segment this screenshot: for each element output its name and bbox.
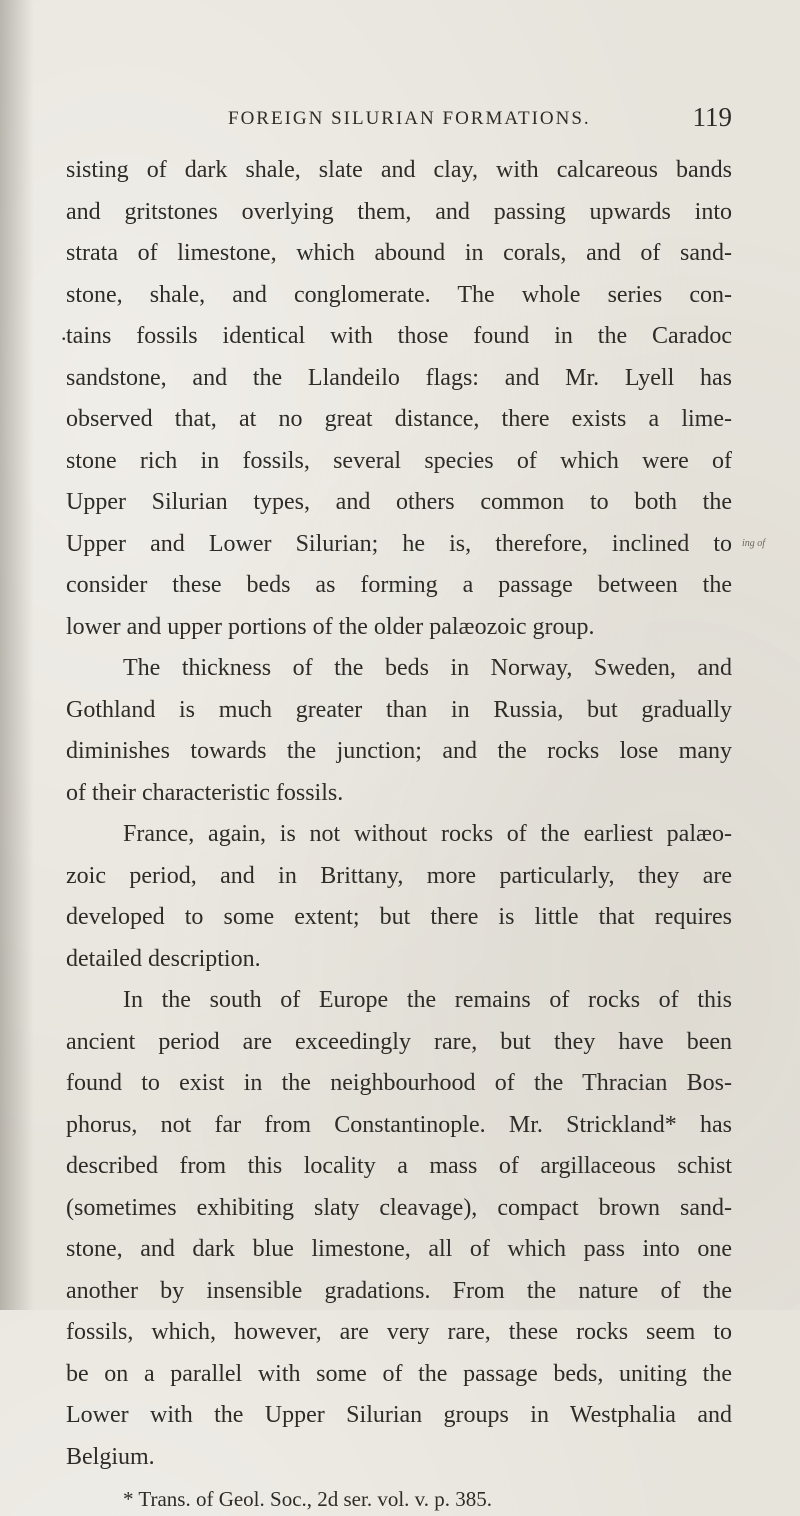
body-text [66,150,732,1478]
text-line: zoic period, and in Brittany, more particularly, they are [66,862,732,889]
footnote: * Trans. of Geol. Soc., 2d ser. vol. v. p. 385. [123,1487,493,1511]
text-line: lower and upper portions of the older palæozoic group. [66,613,595,640]
text-line: France, again, is not without rocks of the earliest palæo- [123,821,732,847]
text-line: The thickness of the beds in Norway, Sweden, and [123,655,732,681]
text-line: developed to some extent; but there is little that requires [66,904,732,930]
text-line: phorus, not far from Constantinople. Mr. Strickland* has [66,1111,732,1138]
running-header [66,100,732,140]
text-line: tains fossils identical with those found in the Caradoc [66,323,732,349]
text-line: detailed description. [66,945,261,972]
text-line: and gritstones overlying them, and passing upwards into [66,198,732,225]
text-line: sandstone, and the Llandeilo flags: and Mr. Lyell has [66,364,732,391]
text-line: Gothland is much greater than in Russia, but gradually [66,696,732,723]
text-line: of their characteristic fossils. [66,779,344,806]
text-line: sisting of dark shale, slate and clay, with calcareous bands [66,157,732,183]
text-line: strata of limestone, which abound in corals, and of sand- [66,240,732,266]
text-line: In the south of Europe the remains of rocks of this [123,987,732,1013]
page-gutter-shadow [0,0,34,1310]
stray-print-mark: . [61,320,67,345]
text-line: stone rich in fossils, several species of which were of [66,447,732,474]
text-line: stone, and dark blue limestone, all of which pass into one [66,1236,732,1262]
text-line: Lower with the Upper Silurian groups in Westphalia and [66,1402,732,1428]
running-title: FOREIGN SILURIAN FORMATIONS. [228,108,591,129]
page-number: 119 [692,102,732,132]
text-line: be on a parallel with some of the passage beds, uniting the [66,1360,732,1387]
text-line: fossils, which, however, are very rare, these rocks seem to [66,1319,732,1345]
text-line: Upper and Lower Silurian; he is, therefore, inclined to [66,530,732,557]
margin-note: ing of [742,538,766,549]
text-line: Upper Silurian types, and others common to both the [66,489,732,515]
text-line: another by insensible gradations. From the nature of the [66,1277,732,1304]
text-line: Belgium. [66,1443,155,1470]
text-line: ancient period are exceedingly rare, but they have been [66,1028,732,1055]
text-line: described from this locality a mass of argillaceous schist [66,1153,732,1179]
text-line: observed that, at no great distance, there exists a lime- [66,406,732,432]
text-line: stone, shale, and conglomerate. The whole series con- [66,281,732,308]
text-line: found to exist in the neighbourhood of the Thracian Bos- [66,1070,732,1096]
text-line: consider these beds as forming a passage between the [66,572,732,598]
text-line: diminishes towards the junction; and the rocks lose many [66,738,732,764]
text-line: (sometimes exhibiting slaty cleavage), compact brown sand- [66,1194,732,1221]
book-page [66,100,732,1516]
